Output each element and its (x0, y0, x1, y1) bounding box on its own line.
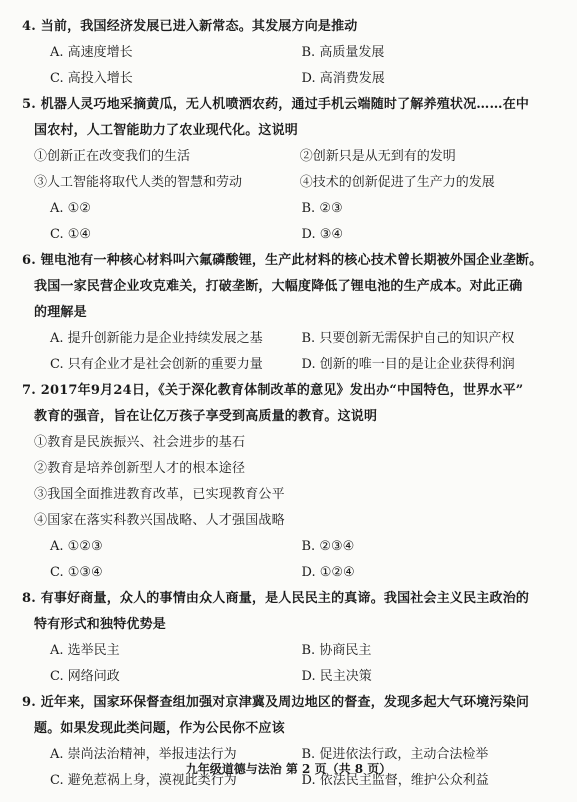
question-stem: 4. 当前，我国经济发展已进入新常态。其发展方向是推动 (22, 19, 358, 34)
statement: ③我国全面推进教育改革，已实现教育公平 (34, 487, 285, 502)
option-d: D. 创新的唯一目的是让企业获得利润 (301, 357, 515, 372)
question-stem-cont: 特有形式和独特优势是 (34, 617, 167, 632)
option-row (50, 664, 553, 690)
question-stem: 5. 机器人灵巧地采摘黄瓜，无人机喷洒农药，通过手机云端随时了解养殖状况……在中 (22, 97, 530, 112)
option-c: C. 网络问政 (50, 669, 120, 684)
option-row (50, 638, 553, 664)
option-row (50, 352, 553, 378)
statement: ①创新正在改变我们的生活 (34, 149, 191, 164)
option-b: B. 促进依法行政，主动合法检举 (301, 747, 489, 762)
statement: ③人工智能将取代人类的智慧和劳动 (34, 175, 243, 190)
option-row (50, 40, 553, 66)
question-7 (22, 378, 553, 586)
statement: ②创新只是从无到有的发明 (299, 149, 456, 164)
option-a: A. 高速度增长 (50, 45, 133, 60)
statement: ①教育是民族振兴、社会进步的基石 (34, 435, 246, 450)
option-c: C. 只有企业才是社会创新的重要力量 (50, 357, 263, 372)
question-stem: 9. 近年来，国家环保督查组加强对京津冀及周边地区的督查，发现多起大气环境污染问 (22, 695, 530, 710)
question-stem-cont: 教育的强音，旨在让亿万孩子享受到高质量的教育。这说明 (34, 409, 378, 424)
option-a: A. 提升创新能力是企业持续发展之基 (50, 331, 263, 346)
option-group (22, 534, 553, 586)
option-b: B. 只要创新无需保护自己的知识产权 (301, 331, 515, 346)
option-a: A. 选举民主 (50, 643, 120, 658)
option-row (50, 196, 553, 222)
option-row (50, 560, 553, 586)
question-8 (22, 586, 553, 690)
question-stem: 7. 2017年9月24日，《关于深化教育体制改革的意见》发出办“中国特色，世界水平” (22, 383, 524, 398)
question-5 (22, 92, 553, 248)
option-group (22, 40, 553, 92)
question-6 (22, 248, 553, 378)
option-d: D. ③④ (301, 227, 344, 242)
question-9 (22, 690, 553, 794)
option-c: C. 避免惹祸上身，漠视此类行为 (50, 773, 237, 788)
option-b: B. ②③④ (301, 539, 355, 554)
question-stem-cont: 的理解是 (34, 305, 87, 320)
option-d: D. ①②④ (301, 565, 355, 580)
question-stem: 8. 有事好商量，众人的事情由众人商量，是人民民主的真谛。我国社会主义民主政治的 (22, 591, 530, 606)
statement-row (22, 144, 553, 170)
option-c: C. 高投入增长 (50, 71, 133, 86)
option-a: A. ①②③ (50, 539, 103, 554)
question-stem-cont: 我国一家民营企业攻克难关，打破垄断，大幅度降低了锂电池的生产成本。对此正确 (34, 279, 523, 294)
option-row (50, 326, 553, 352)
option-b: B. 高质量发展 (301, 45, 385, 60)
question-4 (22, 14, 553, 92)
statement-row (22, 170, 553, 196)
option-row (50, 222, 553, 248)
option-row (50, 66, 553, 92)
question-stem-cont: 国农村，人工智能助力了农业现代化。这说明 (34, 123, 299, 138)
option-group (22, 326, 553, 378)
option-c: C. ①③④ (50, 565, 103, 580)
option-d: D. 民主决策 (301, 669, 372, 684)
statement: ④国家在落实科教兴国战略、人才强国战略 (34, 513, 285, 528)
statement: ②教育是培养创新型人才的根本途径 (34, 461, 246, 476)
option-a: A. ①② (50, 201, 91, 216)
question-stem: 6. 锂电池有一种核心材料叫六氟磷酸锂，生产此材料的核心技术曾长期被外国企业垄断。 (22, 253, 543, 268)
question-stem-cont: 题。如果发现此类问题，作为公民你不应该 (34, 721, 285, 736)
option-d: D. 高消费发展 (301, 71, 385, 86)
option-b: B. ②③ (301, 201, 343, 216)
option-group (22, 196, 553, 248)
option-group (22, 638, 553, 690)
option-c: C. ①④ (50, 227, 92, 242)
option-a: A. 崇尚法治精神，举报违法行为 (50, 747, 237, 762)
option-b: B. 协商民主 (301, 643, 372, 658)
option-row (50, 534, 553, 560)
statement: ④技术的创新促进了生产力的发展 (299, 175, 495, 190)
option-d: D. 依法民主监督，维护公众利益 (301, 773, 489, 788)
page-footer: 九年级道德与法治 第 2 页（共 8 页） (185, 762, 392, 776)
